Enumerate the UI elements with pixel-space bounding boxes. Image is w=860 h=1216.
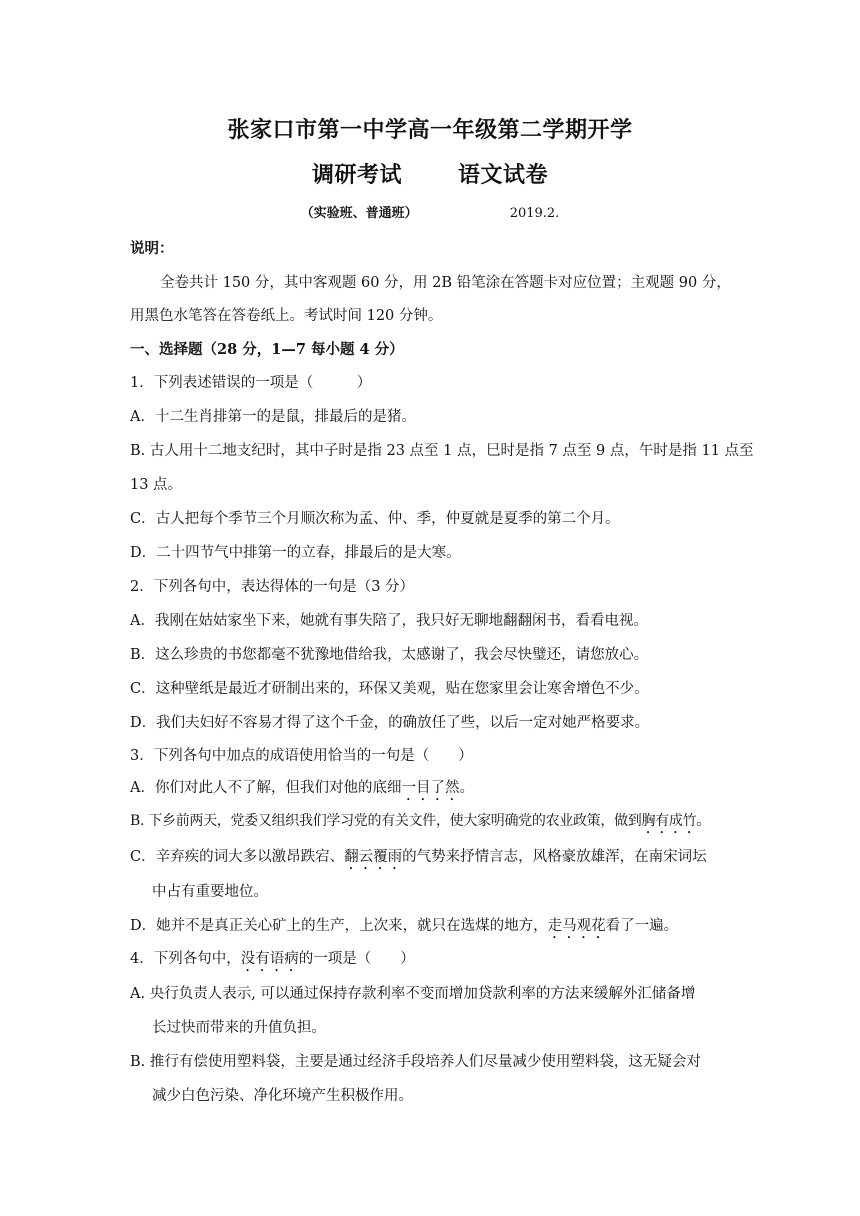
q3-option-c	[130, 845, 707, 873]
q1-option-b: B. 古人用十二地支纪时，其中子时是指 23 点至 1 点，巳时是指 7 点至 9 点，午时是指 11 点至	[130, 443, 754, 459]
q4-stem-emphasis: 没有语病	[240, 951, 299, 967]
q4-option-b: B. 推行有偿使用塑料袋，主要是通过经济手段培养人们尽量减少使用塑料袋，这无疑会对	[130, 1054, 701, 1070]
q3-d-end: 看了一遍。	[605, 918, 679, 934]
exam-title-part-b: 语文试卷	[458, 162, 549, 188]
instructions-line1: 全卷共计 150 分，其中客观题 60 分，用 2B 铅笔涂在答题卡对应位置；主观题 90 分，	[160, 275, 731, 291]
q3-c-text: C．辛弃疾的词大多以激昂跌宕、	[130, 849, 345, 865]
exam-title-line2	[0, 158, 860, 189]
q1-option-a: A．十二生肖排第一的是鼠，排最后的是猪。	[130, 409, 416, 425]
q3-b-text: B. 下乡前两天，党委又组织我们学习党的有关文件，使大家明确党的农业政策，做到	[130, 813, 642, 829]
q1-option-b-cont: 13 点。	[130, 477, 183, 493]
q2-option-c: C．这种壁纸是最近才研制出来的，环保又美观，贴在您家里会让寒舍增色不少。	[130, 681, 649, 697]
q4-stem-end: 的一项是（ ）	[298, 951, 415, 967]
q3-d-text: D．她并不是真正关心矿上的生产，上次来，就只在选煤的地方，	[130, 918, 548, 934]
exam-title-part-a: 调研考试	[311, 162, 402, 188]
section1-heading: 一、选择题（28 分，1—7 每小题 4 分）	[130, 341, 404, 358]
q3-option-c-cont: 中占有重要地位。	[152, 884, 268, 900]
exam-subtitle	[0, 202, 860, 221]
q3-c-text-cont: 的气势来抒情言志，风格豪放雄浑，在南宋词坛	[402, 849, 707, 865]
q3-a-idiom: 一目了然	[401, 780, 460, 796]
q4-option-b-cont: 减少白色污染、净化环境产生积极作用。	[152, 1088, 413, 1104]
q3-option-b	[130, 810, 710, 837]
q4-stem-text: 4．下列各句中，	[130, 951, 241, 967]
q1-option-d: D．二十四节气中排第一的立春，排最后的是大寒。	[130, 545, 461, 561]
q2-option-a: A．我刚在姑姑家坐下来，她就有事失陪了，我只好无聊地翻翻闲书，看看电视。	[130, 613, 648, 629]
q3-d-idiom: 走马观花	[547, 918, 606, 934]
q2-option-d: D．我们夫妇好不容易才得了这个千金，的确放任了些，以后一定对她严格要求。	[130, 715, 650, 731]
q4-stem	[130, 947, 415, 975]
q3-option-a	[130, 776, 474, 804]
q3-c-idiom: 翻云覆雨	[344, 849, 403, 865]
q4-option-a: A. 央行负责人表示, 可以通过保持存款利率不变而增加贷款利率的方法来缓解外汇储备增	[130, 986, 696, 1002]
class-type: （实验班、普通班）	[300, 206, 418, 221]
q3-b-idiom: 胸有成竹	[641, 813, 697, 829]
q3-a-text: A．你们对此人不了解，但我们对他的底细	[130, 780, 402, 796]
q1-stem: 1．下列表述错误的一项是（ ）	[130, 375, 372, 391]
exam-title-line1: 张家口市第一中学高一年级第二学期开学	[227, 117, 633, 143]
q4-option-a-cont: 长过快而带来的升值负担。	[152, 1020, 326, 1036]
q3-option-d	[130, 914, 678, 942]
q3-b-end: 。	[696, 813, 711, 829]
q2-option-b: B．这么珍贵的书您都毫不犹豫地借给我，太感谢了，我会尽快璧还，请您放心。	[130, 647, 649, 663]
q1-option-c: C．古人把每个季节三个月顺次称为孟、仲、季，仲夏就是夏季的第二个月。	[130, 511, 620, 527]
q2-stem: 2．下列各句中，表达得体的一句是（3 分）	[130, 579, 415, 595]
exam-date: 2019.2.	[509, 206, 560, 221]
instructions-label: 说明：	[130, 240, 174, 257]
instructions-line2: 用黑色水笔答在答卷纸上。考试时间 120 分钟。	[130, 308, 443, 324]
q3-stem: 3．下列各句中加点的成语使用恰当的一句是（ ）	[130, 748, 473, 764]
q3-a-end: 。	[459, 780, 474, 796]
